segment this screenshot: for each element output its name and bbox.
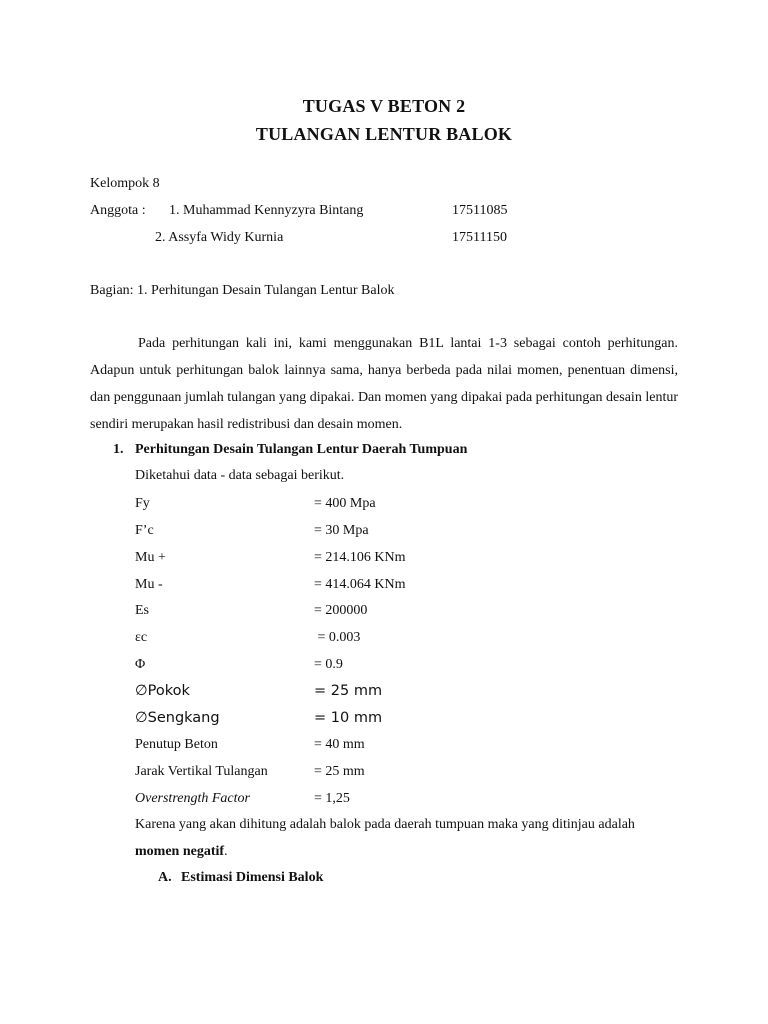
member-id-1: 17511085 [452, 203, 508, 218]
subsection-a-letter: A. [158, 870, 172, 885]
param-value-d-pokok: = 25 mm [314, 683, 383, 699]
param-value-mu-minus: = 414.064 KNm [314, 577, 406, 592]
members-prefix: Anggota : [90, 203, 146, 218]
param-value-mu-plus: = 214.106 KNm [314, 550, 406, 565]
param-value-ec: = 0.003 [314, 630, 361, 645]
param-label-fy: Fy [135, 496, 150, 511]
conclusion-line2 [135, 845, 228, 859]
param-label-jarak-vertikal: Jarak Vertikal Tulangan [135, 764, 268, 779]
param-label-mu-minus: Mu - [135, 577, 163, 592]
section-label: Bagian: 1. Perhitungan Desain Tulangan Lentur Balok [90, 283, 395, 298]
param-label-phi: Φ [135, 657, 146, 672]
intro-text: Pada perhitungan kali ini, kami menggunakan B1L lantai 1-3 sebagai contoh perhitungan. Adapun untuk perhitungan balok lainnya sama, hanya berbeda pada nilai momen, penentuan dimensi, dan penggunaan jumlah tulangan yang dipakai. Dan momen yang dipakai pada perhitungan desain lentur sendiri merupakan hasil redistribusi dan desain momen. [90, 336, 678, 432]
item1-heading: Perhitungan Desain Tulangan Lentur Daerah Tumpuan [135, 442, 468, 457]
param-label-d-pokok: ∅Pokok [135, 683, 190, 699]
param-label-fc: F’c [135, 523, 154, 538]
param-label-penutup-beton: Penutup Beton [135, 737, 218, 752]
param-label-overstrength: Overstrength Factor [135, 791, 250, 806]
item1-number: 1. [113, 442, 124, 457]
param-value-jarak-vertikal: = 25 mm [314, 764, 365, 779]
param-label-ec: εc [135, 630, 148, 645]
param-value-d-sengkang: = 10 mm [314, 710, 383, 726]
conclusion-bold: momen negatif [135, 844, 225, 859]
param-value-phi: = 0.9 [314, 657, 343, 672]
subsection-a-heading: Estimasi Dimensi Balok [181, 870, 324, 885]
document-title-line1: TUGAS V BETON 2 [302, 96, 466, 116]
param-value-overstrength: = 1,25 [314, 791, 350, 806]
member-name-1: 1. Muhammad Kennyzyra Bintang [169, 203, 364, 218]
param-label-d-sengkang: ∅Sengkang [135, 710, 220, 726]
param-label-es: Es [135, 603, 149, 618]
member-name-2: 2. Assyfa Widy Kurnia [155, 230, 284, 245]
param-value-fy: = 400 Mpa [314, 496, 376, 511]
conclusion-text: Karena yang akan dihitung adalah balok pada daerah tumpuan maka yang ditinjau adalah [135, 817, 635, 832]
given-data-intro: Diketahui data - data sebagai berikut. [135, 468, 345, 483]
param-value-es: = 200000 [314, 603, 368, 618]
conclusion-end: . [224, 844, 228, 859]
group-label: Kelompok 8 [90, 176, 160, 191]
member-id-2: 17511150 [452, 230, 507, 245]
intro-paragraph [90, 330, 678, 438]
param-value-penutup-beton: = 40 mm [314, 737, 365, 752]
param-label-mu-plus: Mu + [135, 550, 166, 565]
param-value-fc: = 30 Mpa [314, 523, 369, 538]
document-title-line2: TULANGAN LENTUR BALOK [255, 124, 513, 144]
